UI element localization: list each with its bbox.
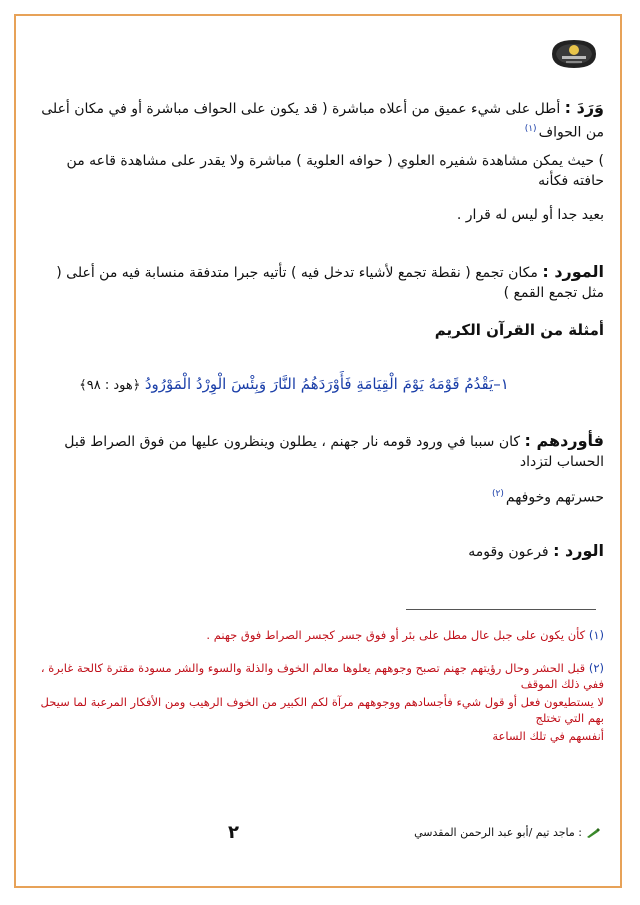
verse-text: ١–يَقْدُمُ قَوْمَهُ يَوْمَ الْقِيَامَةِ فَأَوْرَدَهُمُ النَّارَ وَبِئْسَ الْوِرْدُ الْمَوْرُودُ xyxy=(144,375,509,393)
verse-reference: ﴿هود : ٩٨﴾ xyxy=(79,378,141,393)
footnote-2-line2: لا يستطيعون فعل أو قول شيء فأجسادهم ووجوههم مرآة لكم الكبير من الخوف الرهيب ومن الأفكار المرعبة لما سيحل بهم التي تختلج xyxy=(40,695,604,725)
definition-wird-text: فرعون وقومه xyxy=(468,544,554,560)
definition-warada-line2: ) حيث يمكن مشاهدة شفيره العلوي ( حوافه العلوية ) مباشرة ولا يقدر على مشاهدة قاعه من حافته فكأنه xyxy=(66,153,604,189)
term-awradahum: فأوردهم : xyxy=(524,431,604,450)
definition-warada xyxy=(32,98,604,143)
definition-awradahum-text: كان سببا في ورود قومه نار جهنم ، يطلون وينظرون عليها من فوق الصراط قبل الحساب لتزداد xyxy=(64,434,604,470)
footnote-2-text: قبل الحشر وحال رؤيتهم جهنم تصبح وجوههم يعلوها معالم الخوف والذلة والسوء والشر مسودة مقترة كالحة غابرة ، ففي ذلك الموقف xyxy=(40,661,604,691)
definition-warada-line3: بعيد جدا أو ليس له قرار . xyxy=(456,207,604,223)
footnote-2 xyxy=(32,660,604,692)
term-wird: الورد : xyxy=(553,541,604,560)
definition-mawrid-text: مكان تجمع ( نقطة تجمع لأشياء تدخل فيه ) تأتيه جبرا متدفقة منسابة فيه من أعلى ( مثل تجمع القمع ) xyxy=(56,265,604,301)
definition-mawrid xyxy=(32,262,604,303)
definition-awradahum xyxy=(32,431,604,472)
footnote-1-text: كأن يكون على جبل عال مطل على بئر أو فوق جسر كجسر الصراط فوق جهنم . xyxy=(206,628,589,642)
author-name: : ماجد تيم /أبو عبد الرحمن المقدسي xyxy=(414,826,582,839)
definition-awradahum-line2 xyxy=(32,484,604,508)
footnote-1 xyxy=(32,627,604,643)
examples-heading: أمثلة من القرآن الكريم xyxy=(434,321,604,339)
definition-awradahum-line2-text: حسرتهم وخوفهم xyxy=(505,489,604,506)
definition-warada-text: أطل على شيء عميق من أعلاه مباشرة ( قد يكون على الحواف مباشرة أو في مكان أعلى من الحواف xyxy=(41,101,604,141)
quran-verse xyxy=(8,374,580,396)
publisher-logo xyxy=(548,34,600,74)
definition-wird xyxy=(32,541,604,562)
pen-icon xyxy=(586,828,600,838)
term-warada: وَرَدَ : xyxy=(564,98,604,117)
footnote-ref-2[interactable]: (٢) xyxy=(492,489,504,499)
footnote-1-number: (١) xyxy=(588,628,604,642)
term-mawrid: المورد : xyxy=(542,262,604,281)
footnote-2-line3: أنفسهم في تلك الساعة xyxy=(492,729,604,743)
footnote-divider xyxy=(406,609,596,610)
footnote-2-number: (٢) xyxy=(588,661,604,675)
footnote-ref-1[interactable]: (١) xyxy=(524,124,537,134)
author-credit xyxy=(414,826,600,839)
page-number: ٢ xyxy=(228,822,239,843)
